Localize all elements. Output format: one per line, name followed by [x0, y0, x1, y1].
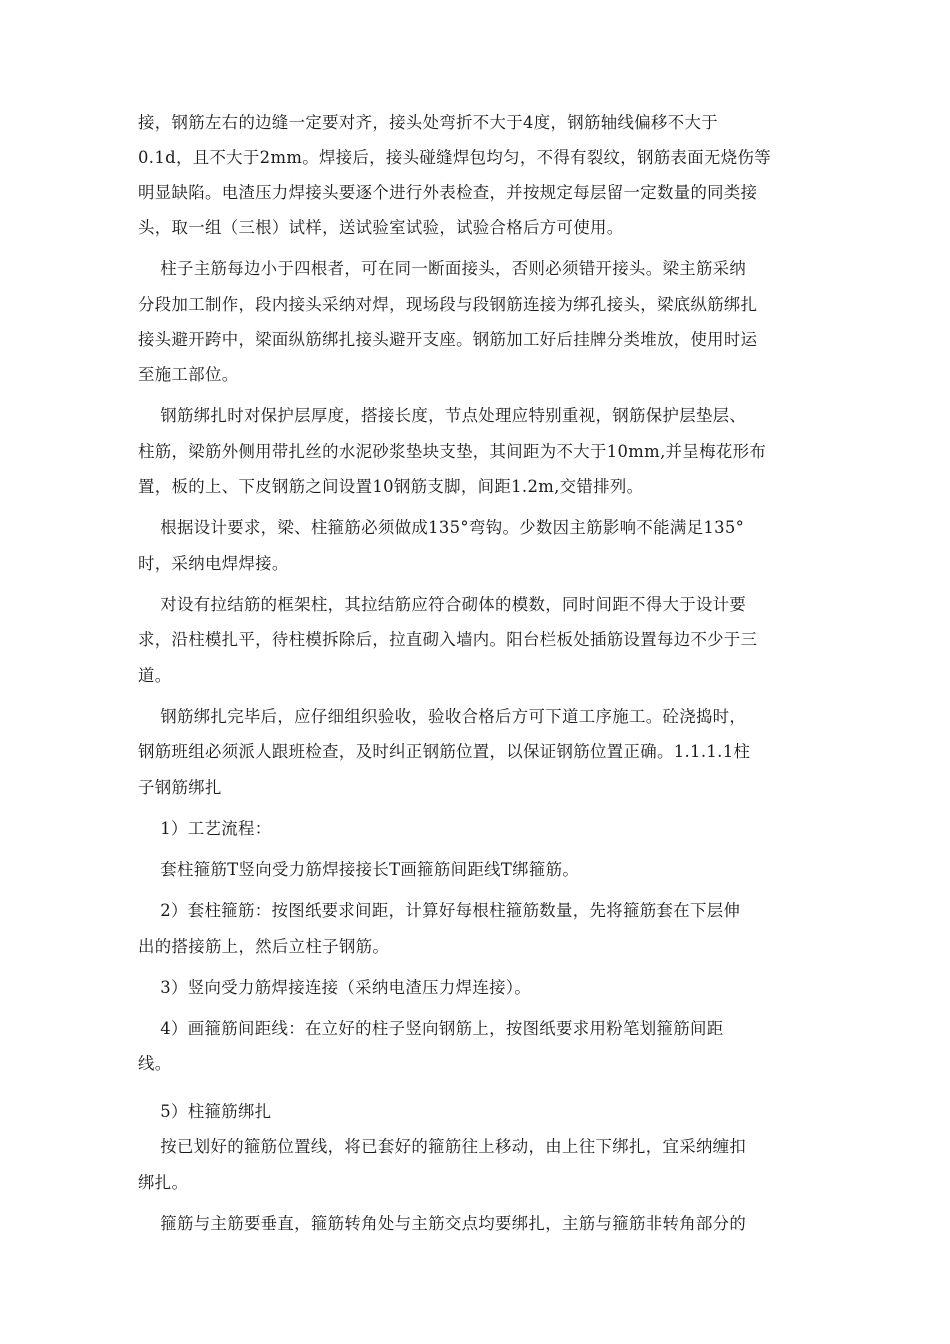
- paragraph-11-line-2: 线。: [138, 1054, 172, 1073]
- paragraph-14-line-1: 箍筋与主筋要垂直，箍筋转角处与主筋交点均要绑扎，主筋与箍筋非转角部分的: [138, 1214, 747, 1233]
- paragraph-6-line-2: 钢筋班组必须派人跟班检查，及时纠正钢筋位置，以保证钢筋位置正确。1.1.1.1柱: [138, 742, 751, 761]
- paragraph-1-line-2: 0.1d，且不大于2mm。焊接后，接头碰缝焊包均匀，不得有裂纹，钢筋表面无烧伤等: [138, 148, 771, 167]
- paragraph-13-line-1: 按已划好的箍筋位置线，将已套好的箍筋往上移动，由上往下绑扎，宜采纳缠扣: [138, 1137, 747, 1156]
- paragraph-13-line-2: 绑扎。: [138, 1173, 189, 1192]
- paragraph-2-line-1: 柱子主筋每边小于四根者，可在同一断面接头，否则必须错开接头。梁主筋采纳: [138, 259, 747, 278]
- paragraph-4-line-1: 根据设计要求，梁、柱箍筋必须做成135°弯钩。少数因主筋影响不能满足135°: [138, 518, 745, 537]
- paragraph-5-line-2: 求，沿柱模扎平，待柱模拆除后，拉直砌入墙内。阳台栏板处插筋设置每边不少于三: [138, 630, 758, 649]
- paragraph-10-line-1: 3）竖向受力筋焊接连接（采纳电渣压力焊连接）。: [138, 978, 532, 997]
- paragraph-3-line-1: 钢筋绑扎时对保护层厚度，搭接长度，节点处理应特别重视，钢筋保护层垫层、: [138, 406, 747, 425]
- paragraph-2-line-4: 至施工部位。: [138, 365, 239, 384]
- paragraph-8-line-1: 套柱箍筋T竖向受力筋焊接接长T画箍筋间距线T绑箍筋。: [138, 860, 580, 879]
- paragraph-5-line-1: 对设有拉结筋的框架柱，其拉结筋应符合砌体的模数，同时间距不得大于设计要: [138, 595, 747, 614]
- paragraph-1-line-4: 头，取一组（三根）试样，送试验室试验，试验合格后方可使用。: [138, 218, 624, 237]
- paragraph-3-line-3: 置，板的上、下皮钢筋之间设置10钢筋支脚，间距1.2m,交错排列。: [138, 477, 644, 496]
- paragraph-6-line-1: 钢筋绑扎完毕后，应仔细组织验收，验收合格后方可下道工序施工。砼浇捣时，: [138, 707, 747, 726]
- paragraph-1-line-1: 接，钢筋左右的边缝一定要对齐，接头处弯折不大于4度，钢筋轴线偏移不大于: [138, 113, 718, 132]
- paragraph-2-line-2: 分段加工制作，段内接头采纳对焊，现场段与段钢筋连接为绑孔接头，梁底纵筋绑扎: [138, 295, 758, 314]
- paragraph-1-line-3: 明显缺陷。电渣压力焊接头要逐个进行外表检查，并按规定每层留一定数量的同类接: [138, 183, 758, 202]
- paragraph-12-line-1: 5）柱箍筋绑扎: [138, 1102, 272, 1121]
- paragraph-5-line-3: 道。: [138, 666, 172, 685]
- paragraph-3-line-2: 柱筋，梁筋外侧用带扎丝的水泥砂浆垫块支垫，其间距为不大于10mm,并呈梅花形布: [138, 442, 767, 461]
- paragraph-6-line-3: 子钢筋绑扎: [138, 778, 222, 797]
- paragraph-11-line-1: 4）画箍筋间距线：在立好的柱子竖向钢筋上，按图纸要求用粉笔划箍筋间距: [138, 1019, 724, 1038]
- paragraph-7-line-1: 1）工艺流程：: [138, 819, 272, 838]
- paragraph-4-line-2: 时，采纳电焊焊接。: [138, 554, 289, 573]
- paragraph-2-line-3: 接头避开跨中，梁面纵筋绑扎接头避开支座。钢筋加工好后挂牌分类堆放，使用时运: [138, 330, 758, 349]
- paragraph-9-line-2: 出的搭接筋上，然后立柱子钢筋。: [138, 937, 390, 956]
- paragraph-9-line-1: 2）套柱箍筋：按图纸要求间距，计算好每根柱箍筋数量，先将箍筋套在下层伸: [138, 901, 741, 920]
